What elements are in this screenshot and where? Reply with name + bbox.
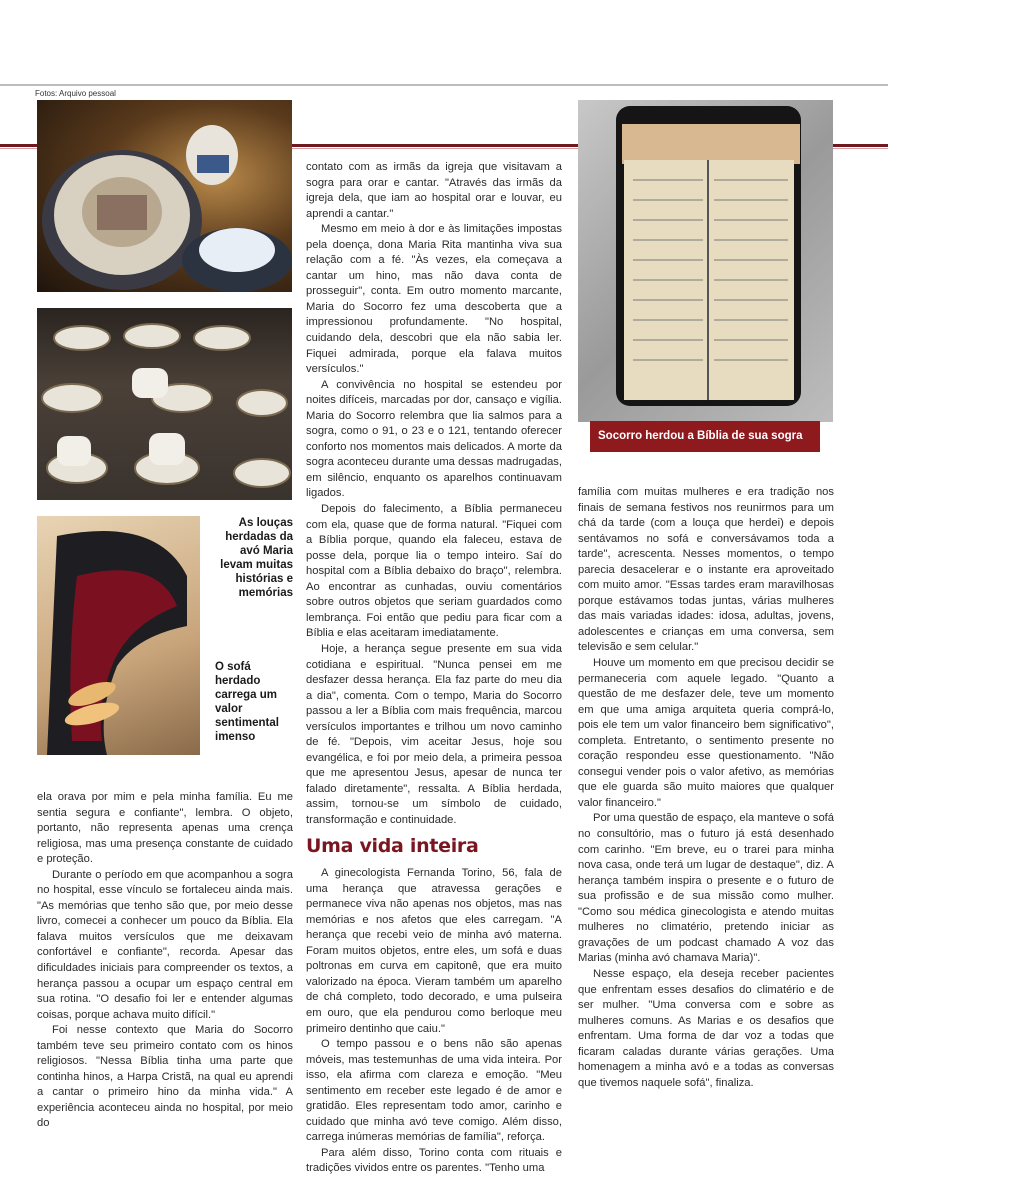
photo-china-dishes — [37, 100, 292, 292]
paragraph: Mesmo em meio à dor e às limitações impostas pela doença, dona Maria Rita mantinha viva sua relação com a fé. "Às vezes, ela começava a cantar um hino, mas não dava conta de prosseguir", conta. Em outro momento marcante, Maria do Socorro fez uma descoberta que a impressionou profundamente. "No hospital, cuidando dela, descobri que ela não sabia ler. Fiquei admirada, porque ela falava muitos versículos." — [306, 223, 562, 376]
paragraph: Foi nesse contexto que Maria do Socorro também teve seu primeiro contato com os hinos religiosos. "Nessa Bíblia tinha uma parte que continha hinos, a Harpa Cristã, na qual eu aprendi a cantar o primeiro hino da minha vida." A experiência aconteceu ainda no hospital, por meio do — [37, 1024, 293, 1130]
bible-illustration — [578, 100, 833, 422]
paragraph: Para além disso, Torino conta com rituais e tradições vividos entre os parentes. "Tenho uma — [306, 1146, 562, 1175]
paragraph: Nesse espaço, ela deseja receber pacientes que enfrentam esses desafios do climatério e de ser mulher. "Uma conversa com e sobre as mulheres comuns. As Marias e os desafios que enfrentam. Uma forma de dar voz a todas que ficaram caladas durante várias gerações. Uma homenagem a minha avó e a todas as conversas que tivemos naquele sofá", finaliza. — [578, 967, 834, 1089]
photo-bible — [578, 100, 833, 422]
teacups-illustration — [37, 308, 292, 500]
left-column — [37, 790, 293, 1132]
caption-bible: Socorro herdou a Bíblia de sua sogra — [590, 421, 820, 452]
paragraph: O tempo passou e o bens não são apenas móveis, mas testemunhas de uma vida inteira. Por isso, ela afirma com clareza e emoção. "Meu sentimento em receber este legado é de amor e gratidão. Eles representam todo amor, carinho e cuidado que minha avó teve comigo. Além disso, carrega inúmeras memórias de família", reforça. — [306, 1038, 562, 1144]
paragraph: contato com as irmãs da igreja que visitavam a sogra para orar e cantar. "Através das irmãs da igreja dela, que iam ao hospital orar e louvar, eu aprendi a cantar." — [306, 161, 562, 220]
paragraph: família com muitas mulheres e era tradição nos finais de semana festivos nos reunirmos para um chá da tarde (com a louça que herdei) e depois sentávamos no sofá e conversávamos toda a tarde", acrescenta. Nesses momentos, o tempo parecia desacelerar e o instante era aproveitado com muito amor. "Essas tardes eram maravilhosas porque estávamos todas juntas, várias mulheres das mais variadas idades: idosa, adultas, jovens, adolescentes e crianças em uma conversa, sem televisão e sem celular." — [578, 486, 834, 654]
paragraph: Durante o período em que acompanhou a sogra no hospital, esse vínculo se fortaleceu ainda mais. "As memórias que tenho são que, por meio desse livro, comecei a conhecer um pouco da Bíblia. Ela falava muitos versículos que me deixavam confortável e confiante", recorda. Apesar das dificuldades iniciais para compreender os textos, a herança passou a ocupar um espaço central em sua rotina. "O desafio foi ler e entender algumas coisas, porque achava muito difícil." — [37, 868, 293, 1021]
top-divider — [0, 84, 888, 86]
section-heading: Uma vida inteira — [306, 834, 479, 857]
caption-dishes: As louças herdadas da avó Maria levam muitas histórias e memórias — [220, 517, 293, 599]
middle-column — [306, 160, 562, 1177]
sofa-illustration — [37, 516, 200, 755]
paragraph: Por uma questão de espaço, ela manteve o sofá no consultório, mas o futuro já está desenhado com carinho. "Em breve, eu o trarei para minha nova casa, onde terá um lugar de destaque", diz. A herança também inspira o presente e o futuro de sua profissão e de sua missão como mulher. "Como sou médica ginecologista e atendo muitas mulheres no climatério, pretendo iniciar as gravações de um podcast chamado A voz das Marias (minha avó chamava Maria)". — [578, 812, 834, 965]
dishes-illustration — [37, 100, 292, 292]
paragraph: Depois do falecimento, a Bíblia permaneceu com ela, quase que de forma natural. "Fiquei com a Bíblia porque, quando ela faleceu, estava de posse dela, porque lia o tempo inteiro. Saí do hospital com a Bíblia debaixo do braço", relembra. Ao encontrar as cunhadas, ouviu comentários sobre outros objetos que seriam guardados como lembrança. Foi então que pediu para ficar com a Bíblia e elas aceitaram imediatamente. — [306, 503, 562, 640]
caption-sofa: O sofá herdado carrega um valor sentimental imenso — [215, 661, 279, 743]
paragraph: Houve um momento em que precisou decidir se permaneceria com aquele legado. "Quanto a questão de me desfazer dele, teve um momento em que uma amiga arquiteta queria comprá-lo, pois ele tem um valor financeiro bem significativo", completa. Entretanto, o sentimento presente no coração respondeu esse questionamento. "Não consegui vender pois o valor afetivo, as memórias que ele guarda são muito maiores que qualquer valor financeiro." — [578, 657, 834, 809]
paragraph: Hoje, a herança segue presente em sua vida cotidiana e espiritual. "Nunca pensei em me desfazer dessa herança. Ela faz parte do meu dia a dia", comenta. Com o tempo, Maria do Socorro passou a ler a Bíblia com mais frequência, marcou versículos importantes e trilhou um novo caminho de fé. "Depois, vim aceitar Jesus, hoje sou evangélica, e foi por meio dela, a primeira pessoa que me apresentou Jesus, apesar de nunca ter falado diretamente", ressalta. A Bíblia herdada, assim, tornou-se um símbolo de cuidado, transformação e continuidade. — [306, 642, 562, 826]
right-column — [578, 485, 834, 1091]
paragraph: A ginecologista Fernanda Torino, 56, fala de uma herança que atravessa gerações e permanece viva não apenas nos objetos, mas nas memórias e nos afetos que eles carregam. "A herança que recebi veio de minha avó materna. Foram muitos objetos, entre eles, um sofá e duas poltronas em curva em capitonê, que era muito valorizado na época. Vieram também um aparelho de chá completo, todo decorado, e uma pulseira em ouro, que ela pendurou como berloque meu primeiro dentinho que caiu." — [306, 867, 562, 1035]
photo-credit: Fotos: Arquivo pessoal — [35, 89, 116, 98]
paragraph: A convivência no hospital se estendeu por noites difíceis, marcadas por dor, cansaço e vigília. Maria do Socorro relembra que lia salmos para a sogra, como o 91, o 23 e o 121, tentando oferecer conforto nos momentos mais delicados. A morte da sogra aconteceu durante uma dessas madrugadas, em silêncio, enquanto os aparelhos continuavam ligados. — [306, 378, 562, 500]
paragraph: ela orava por mim e pela minha família. Eu me sentia segura e confiante", lembra. O objeto, portanto, não representa apenas uma crença religiosa, mas uma presença constante de cuidado e proteção. — [37, 791, 293, 866]
photo-teacups-cabinet — [37, 308, 292, 500]
photo-sofa — [37, 516, 200, 755]
